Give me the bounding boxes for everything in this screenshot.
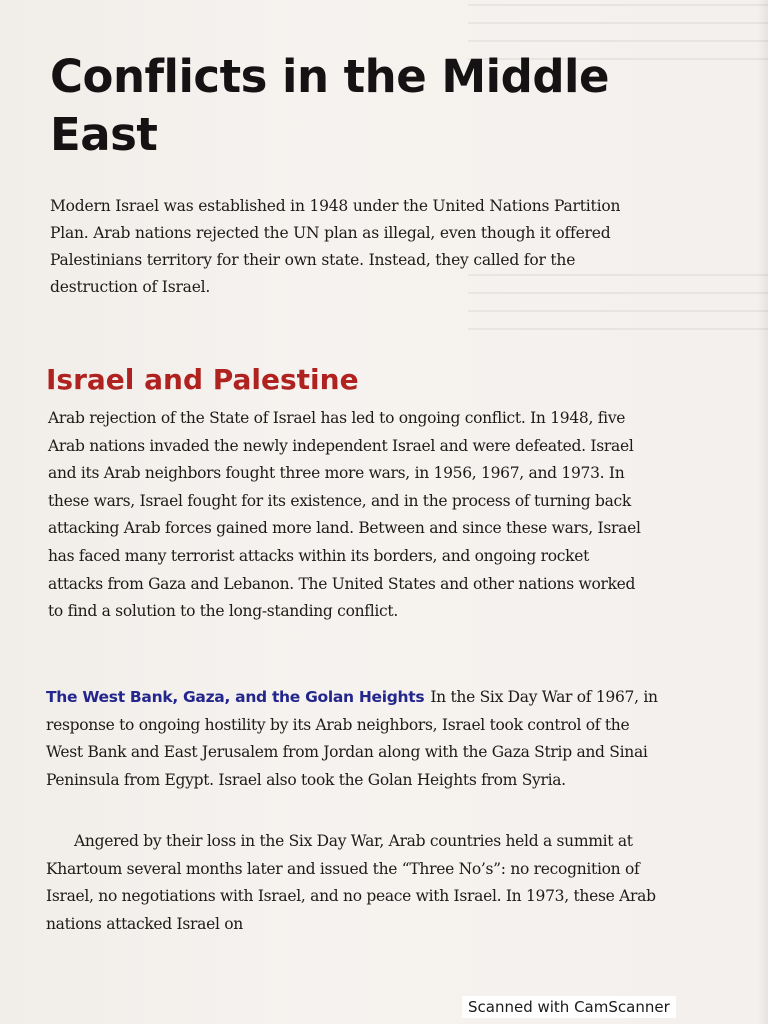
subsection-paragraph-2: Angered by their loss in the Six Day War, Arab countries held a summit at Khartoum several months later and issued the “Three No’s”: no recognition of Israel, no negotiations with Israel, and no peace with Israel. In 1973, these Arab nations attacked Israel on bbox=[46, 832, 656, 933]
scanner-watermark: Scanned with CamScanner bbox=[462, 996, 676, 1018]
section-body: Arab rejection of the State of Israel has led to ongoing conflict. In 1948, five Arab nations invaded the newly independent Israel and were defeated. Israel and its Arab neighbors fought three more wars, in 1956, 1967, and 1973. In these wars, Israel fought for its existence, and in the process of turning back attacking Arab forces gained more land. Between and since these wars, Israel has faced many terrorist attacks within its borders, and ongoing rocket attacks from Gaza and Lebanon. The United States and other nations worked to find a solution to the long-standing conflict. bbox=[48, 409, 641, 621]
subsection-paragraph bbox=[46, 684, 658, 794]
page-edge-shadow bbox=[758, 0, 768, 1024]
intro-paragraph: Modern Israel was established in 1948 under the United Nations Partition Plan. Arab nations rejected the UN plan as illegal, even though it offered Palestinians territory for their own state. Instead, they called for the destruction of Israel. bbox=[50, 197, 621, 296]
page-title: Conflicts in the Middle East bbox=[50, 50, 609, 161]
subsection-text: In the Six Day War of 1967, in response to ongoing hostility by its Arab neighbors, Israel took control of the West Bank and East Jerusalem from Jordan along with the Gaza Strip and Sinai Peninsula from Egypt. Israel also took the Golan Heights from Syria. bbox=[46, 688, 658, 789]
section-title: Israel and Palestine bbox=[46, 363, 359, 396]
subsection-heading: The West Bank, Gaza, and the Golan Heights bbox=[46, 688, 425, 706]
